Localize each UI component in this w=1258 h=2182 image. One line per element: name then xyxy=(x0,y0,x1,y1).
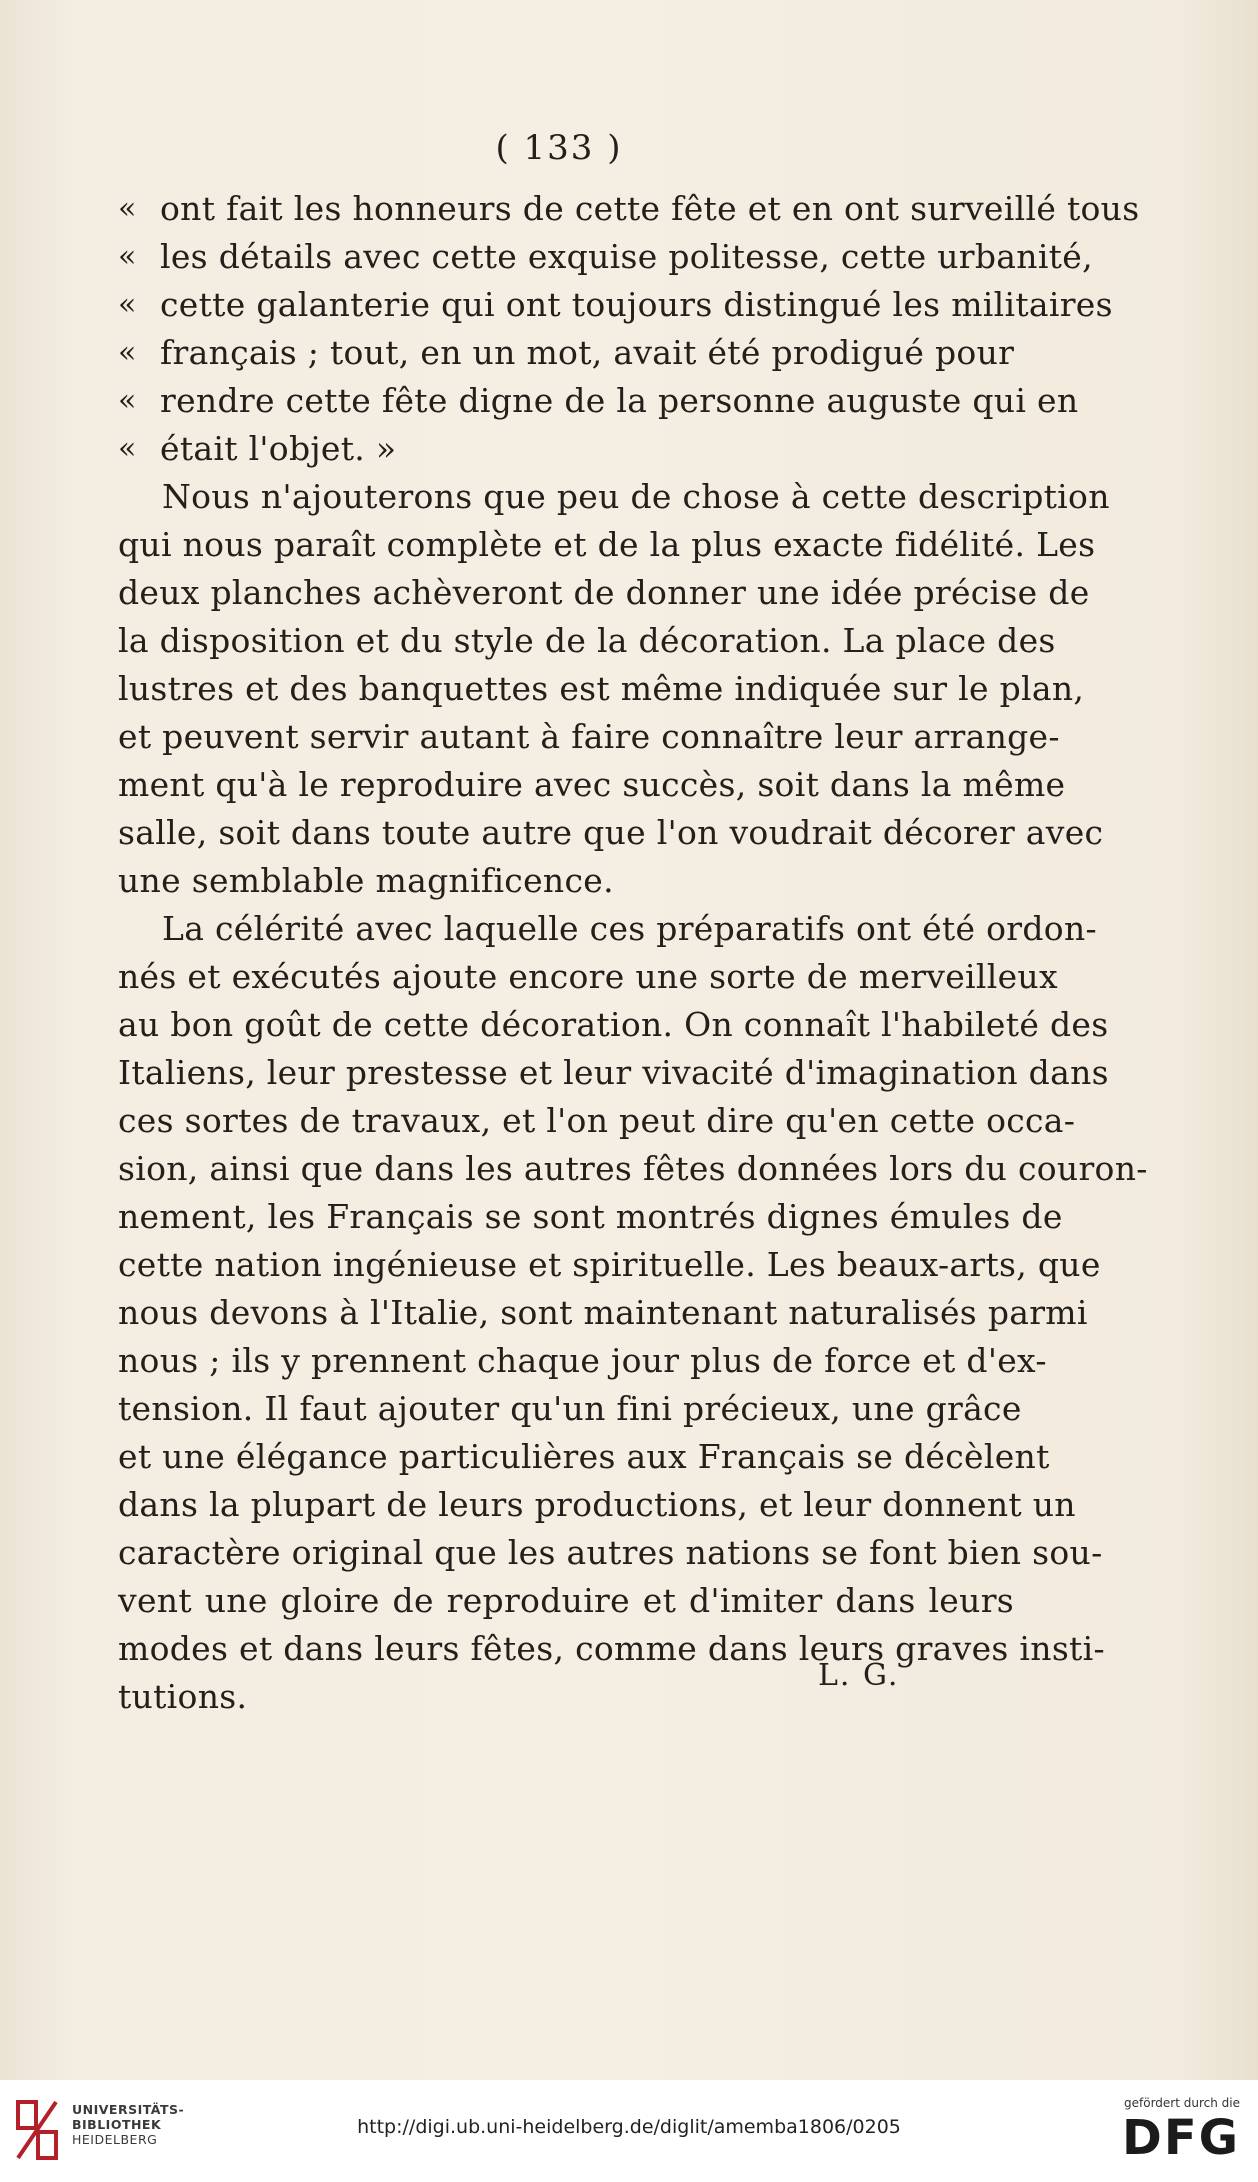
text-line: une semblable magnificence. xyxy=(118,861,614,900)
text-line: caractère original que les autres nations se font bien sou- xyxy=(118,1533,1103,1572)
quote-line xyxy=(118,185,1140,233)
text-line: au bon goût de cette décoration. On connaît l'habileté des xyxy=(118,1005,1109,1044)
institution-line: HEIDELBERG xyxy=(72,2132,158,2147)
text-line: modes et dans leurs fêtes, comme dans leurs graves insti- xyxy=(118,1629,1105,1668)
text-line: vent une gloire de reproduire et d'imiter dans leurs xyxy=(118,1581,1014,1620)
text-line: dans la plupart de leurs productions, et leur donnent un xyxy=(118,1485,1076,1524)
text-line: nement, les Français se sont montrés dignes émules de xyxy=(118,1197,1063,1236)
text-line: nés et exécutés ajoute encore une sorte de merveilleux xyxy=(118,957,1058,996)
dfg-logo: DFG xyxy=(1121,2110,1240,2166)
text-line: ment qu'à le reproduire avec succès, soit dans la même xyxy=(118,765,1066,804)
text-line: sion, ainsi que dans les autres fêtes données lors du couron- xyxy=(118,1149,1148,1188)
quote-line xyxy=(118,233,1093,281)
text-line: tension. Il faut ajouter qu'un fini précieux, une grâce xyxy=(118,1389,1022,1428)
funder-block xyxy=(1121,2096,1240,2166)
quote-mark: « xyxy=(118,335,137,370)
quote-mark: « xyxy=(118,287,137,322)
quote-mark: « xyxy=(118,191,137,226)
quote-text: cette galanterie qui ont toujours distingué les militaires xyxy=(160,285,1113,324)
text-line: Nous n'ajouterons que peu de chose à cette description xyxy=(162,477,1110,516)
permalink[interactable]: http://digi.ub.uni-heidelberg.de/diglit/amemba1806/0205 xyxy=(357,2116,901,2138)
signature: L. G. xyxy=(818,1658,900,1693)
text-line: cette nation ingénieuse et spirituelle. Les beaux-arts, que xyxy=(118,1245,1101,1284)
paragraph-1 xyxy=(118,473,1110,905)
quote-line xyxy=(118,329,1014,377)
text-line: et peuvent servir autant à faire connaître leur arrange- xyxy=(118,717,1060,756)
quote-text: rendre cette fête digne de la personne auguste qui en xyxy=(160,381,1079,420)
text-line: la disposition et du style de la décoration. La place des xyxy=(118,621,1056,660)
quote-text: les détails avec cette exquise politesse, cette urbanité, xyxy=(160,237,1093,276)
page-number: ( 133 ) xyxy=(495,128,623,168)
text-block xyxy=(118,185,1148,1721)
quote-block xyxy=(118,185,1140,473)
footer-bar xyxy=(0,2080,1258,2182)
text-line: deux planches achèveront de donner une idée précise de xyxy=(118,573,1090,612)
quote-mark: « xyxy=(118,383,137,418)
text-line: salle, soit dans toute autre que l'on voudrait décorer avec xyxy=(118,813,1104,852)
text-line: nous devons à l'Italie, sont maintenant naturalisés parmi xyxy=(118,1293,1088,1332)
institution-line: BIBLIOTHEK xyxy=(72,2117,162,2132)
quote-line xyxy=(118,281,1113,329)
paragraph-2 xyxy=(118,905,1148,1721)
quote-text: était l'objet. » xyxy=(160,429,397,468)
text-line: qui nous paraît complète et de la plus exacte fidélité. Les xyxy=(118,525,1096,564)
text-line: et une élégance particulières aux Français se décèlent xyxy=(118,1437,1050,1476)
quote-line xyxy=(118,425,1014,473)
text-line: tutions. xyxy=(118,1677,248,1716)
quote-line xyxy=(118,377,1079,425)
text-line: lustres et des banquettes est même indiquée sur le plan, xyxy=(118,669,1085,708)
text-line: ces sortes de travaux, et l'on peut dire qu'en cette occa- xyxy=(118,1101,1076,1140)
quote-mark: « xyxy=(118,239,137,274)
quote-mark: « xyxy=(118,431,137,466)
quote-text: ont fait les honneurs de cette fête et en ont surveillé tous xyxy=(160,189,1140,228)
text-line: Italiens, leur prestesse et leur vivacité d'imagination dans xyxy=(118,1053,1109,1092)
institution-line: UNIVERSITÄTS- xyxy=(72,2102,185,2117)
text-line: La célérité avec laquelle ces préparatifs ont été ordon- xyxy=(162,909,1097,948)
text-line: nous ; ils y prennent chaque jour plus de force et d'ex- xyxy=(118,1341,1047,1380)
funder-caption: gefördert durch die xyxy=(1124,2096,1240,2110)
quote-text: français ; tout, en un mot, avait été prodigué pour xyxy=(160,333,1015,372)
